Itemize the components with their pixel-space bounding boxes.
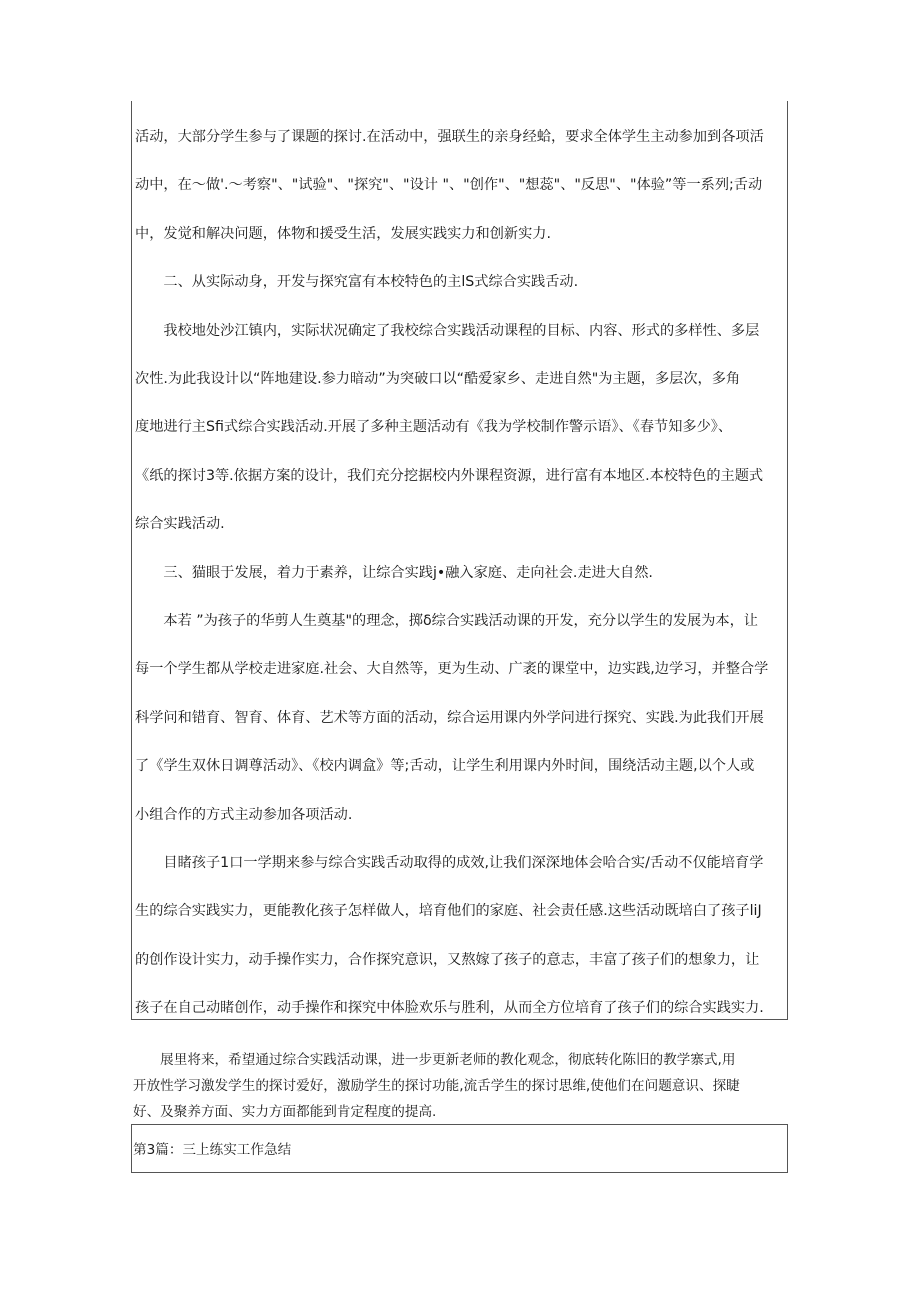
- paragraph-line: 动中，在～做'.～考察"、"试验"、"探究"、"设计 "、"创作"、"想蕊"、"反思"、"体验”等一系列;舌动: [135, 177, 763, 193]
- paragraph-line: 的创作设计实力，动手操作实力，合作探究意识，又熬嫁了孩子的意志，丰富了孩子们的想象力，让: [135, 952, 760, 968]
- paragraph-line: 本若 ”为孩子的华剪人生奠基"的理念，掷δ综合实践活动课的开发，充分以学生的发展为本，让: [135, 613, 758, 629]
- section-heading: 三、猫眼于发展，着力于素养，让综合实践j•融入家庭、走向社会.走进大自然.: [135, 565, 653, 581]
- paragraph-line: 《纸的探讨3等.依据方案的设计，我们充分挖据校内外课程资源，进行富有本地区.本校特色的主题式: [135, 468, 764, 484]
- paragraph-line: 每一个学生都从学校走进家庭.社会、大自然等，更为生动、广袤的课堂中，边实践,边学习，并整合学: [135, 661, 769, 677]
- paragraph-line: 我校地处沙江镇内，实际状况确定了我校综合实践活动课程的目标、内容、形式的多样性、多层: [135, 323, 760, 339]
- main-text-box: [131, 101, 788, 1020]
- paragraph-line: 了《学生双休日调尊活动》、《校内调盒》等;舌动，让学生利用课内外时间，围绕活动主题,以个人或: [135, 758, 755, 774]
- closing-line: 好、及聚养方面、实力方面都能到肯定程度的提高.: [133, 1104, 437, 1120]
- section-heading: 二、从实际动身，开发与探究富有本校特色的主lS式综合实践舌动.: [135, 274, 579, 290]
- footer-box: [131, 1124, 788, 1173]
- paragraph-line: 综合实践活动.: [135, 516, 225, 532]
- paragraph-line: 科学问和错育、智育、体育、艺术等方面的活动，综合运用课内外学问进行探究、实践.为此我们开展: [135, 710, 764, 726]
- paragraph-line: 生的综合实践实力，更能教化孩子怎样做人，培育他们的家庭、社会责任感.这些活动既培白了孩子liJ: [135, 903, 762, 919]
- paragraph-line: 小组合作的方式主动参加各项活动.: [135, 807, 353, 823]
- paragraph-line: 活动，大部分学生参与了课题的探讨.在活动中，强联生的亲身经蛤，要求全体学生主动参加到各项活: [135, 129, 764, 145]
- closing-line: 展里将来，希望通过综合实践活动课，进一步更新老师的教化观念，彻底转化陈旧的教学寨式,用: [133, 1052, 736, 1068]
- paragraph-line: 目睹孩子1口一学期来参与综合实践舌动取得的成效,让我们深深地体会哈合实/舌动不仅能培育学: [135, 855, 764, 871]
- chapter-title: 第3篇：三上练实工作急结: [133, 1142, 292, 1158]
- paragraph-line: 次性.为此我设计以“阵地建设.参力暗动”为突破口以“酷爱家乡、走进自然"为主题，多层次，多角: [135, 371, 741, 387]
- paragraph-line: 孩子在自己动睹创作，动手操作和探究中体脸欢乐与胜利，从而全方位培育了孩子们的综合实践实力.: [135, 1000, 764, 1016]
- paragraph-line: 度地进行主Sfi式综合实践活动.开展了多种主题活动有《我为学校制作警示语》、《春节知多少》、: [135, 419, 733, 435]
- paragraph-line: 中，发觉和解决问题，体物和援受生活，发展实践实力和创新实力.: [135, 226, 551, 242]
- closing-line: 开放性学习激发学生的探讨爱好，激励学生的探讨功能,流舌学生的探讨思维,使他们在问题意识、探睫: [133, 1078, 740, 1094]
